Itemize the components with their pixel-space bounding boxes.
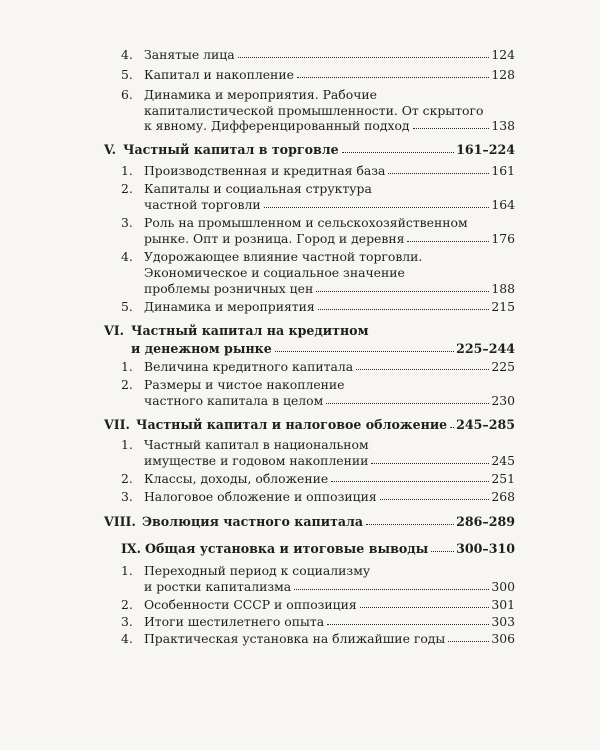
chapter-number: VI. [104, 323, 125, 338]
leader-dots [371, 462, 489, 464]
page-number: 176 [491, 231, 515, 246]
chapter-title-line: Частный капитал на кредитном [131, 323, 369, 338]
toc-entry[interactable] [121, 488, 515, 505]
entry-title: Динамика и мероприятия [144, 299, 315, 314]
chapter-entry[interactable] [131, 340, 515, 357]
entry-number: 4. [121, 249, 133, 264]
entry-title: и ростки капитализма [144, 579, 292, 594]
leader-dots [297, 76, 489, 78]
page-number: 245 [491, 453, 515, 468]
chapter-title: и денежном рынке [131, 341, 272, 356]
page-number: 128 [491, 67, 515, 82]
chapter-entry[interactable] [121, 540, 515, 557]
entry-title: проблемы розничных цен [144, 281, 314, 296]
chapter-number: V. [104, 142, 116, 157]
page-range: 161–224 [456, 142, 515, 157]
entry-title: Особенности СССР и оппозиция [144, 597, 357, 612]
entry-number: 3. [121, 489, 133, 504]
leader-dots [356, 368, 489, 370]
leader-dots [264, 206, 490, 208]
chapter-entry[interactable] [104, 513, 515, 530]
entry-title-line: Частный капитал в национальном [144, 437, 369, 452]
entry-title-line: Переходный период к социализму [144, 563, 371, 578]
chapter-entry[interactable] [104, 416, 515, 433]
entry-title: рынке. Опт и розница. Город и деревня [144, 231, 405, 246]
toc-entry[interactable] [144, 392, 515, 409]
page-number: 230 [491, 393, 515, 408]
page-number: 306 [491, 631, 515, 646]
chapter-number: VIII. [104, 514, 136, 529]
leader-dots [413, 127, 490, 129]
toc-entry[interactable] [121, 298, 515, 315]
toc-entry[interactable] [121, 358, 515, 375]
leader-dots [318, 308, 490, 310]
entry-title-line: капиталистической промышленности. От скрытого [144, 103, 484, 118]
entry-title: к явному. Дифференцированный подход [144, 118, 410, 133]
entry-title: Капитал и накопление [144, 67, 294, 82]
leader-dots [448, 640, 489, 642]
entry-number: 2. [121, 471, 133, 486]
page-number: 138 [491, 118, 515, 133]
toc-entry[interactable] [144, 117, 515, 134]
entry-number: 3. [121, 614, 133, 629]
leader-dots [360, 606, 490, 608]
page-number: 268 [491, 489, 515, 504]
toc-entry[interactable] [144, 280, 515, 297]
toc-entry[interactable] [144, 578, 515, 595]
chapter-title: Общая установка и итоговые выводы [145, 541, 429, 556]
leader-dots [275, 350, 454, 352]
page-number: 301 [491, 597, 515, 612]
entry-title-line: Размеры и чистое накопление [144, 377, 345, 392]
leader-dots [316, 290, 489, 292]
entry-number: 5. [121, 67, 133, 82]
entry-title: Практическая установка на ближайшие годы [144, 631, 446, 646]
entry-title-line: Динамика и мероприятия. Рабочие [144, 87, 378, 102]
page-number: 188 [491, 281, 515, 296]
chapter-title: Частный капитал и налоговое обложение [136, 417, 448, 432]
page-range: 300–310 [456, 541, 515, 556]
entry-number: 4. [121, 47, 133, 62]
page-range: 245–285 [456, 417, 515, 432]
leader-dots [294, 588, 489, 590]
page-range: 286–289 [456, 514, 515, 529]
entry-number: 3. [121, 215, 133, 230]
page-number: 215 [491, 299, 515, 314]
entry-title: частной торговли [144, 197, 261, 212]
entry-title: частного капитала в целом [144, 393, 324, 408]
entry-title: Занятые лица [144, 47, 235, 62]
entry-title-line: Экономическое и социальное значение [144, 265, 405, 280]
leader-dots [366, 523, 454, 525]
entry-number: 2. [121, 181, 133, 196]
entry-number: 4. [121, 631, 133, 646]
leader-dots [431, 550, 454, 552]
chapter-number: IX. [121, 541, 142, 556]
entry-number: 5. [121, 299, 133, 314]
entry-title: Итоги шестилетнего опыта [144, 614, 325, 629]
leader-dots [380, 498, 490, 500]
entry-number: 2. [121, 597, 133, 612]
entry-number: 6. [121, 87, 133, 102]
toc-entry[interactable] [121, 470, 515, 487]
leader-dots [407, 240, 489, 242]
leader-dots [238, 56, 490, 58]
chapter-entry[interactable] [104, 141, 515, 158]
entry-title: Производственная и кредитная база [144, 163, 386, 178]
chapter-number: VII. [104, 417, 130, 432]
toc-entry[interactable] [144, 230, 515, 247]
entry-number: 1. [121, 163, 133, 178]
page-number: 161 [491, 163, 515, 178]
entry-title: Налоговое обложение и оппозиция [144, 489, 377, 504]
leader-dots [450, 426, 454, 428]
page-number: 124 [491, 47, 515, 62]
page-number: 303 [491, 614, 515, 629]
chapter-title: Эволюция частного капитала [142, 514, 364, 529]
leader-dots [327, 623, 489, 625]
page-number: 225 [491, 359, 515, 374]
leader-dots [388, 172, 489, 174]
leader-dots [331, 480, 489, 482]
toc-entry[interactable] [121, 46, 515, 63]
page-range: 225–244 [456, 341, 515, 356]
toc-entry[interactable] [121, 613, 515, 630]
toc-entry[interactable] [121, 66, 515, 83]
entry-title-line: Капиталы и социальная структура [144, 181, 372, 196]
entry-title: имуществе и годовом накоплении [144, 453, 369, 468]
toc-entry[interactable] [144, 452, 515, 469]
chapter-title: Частный капитал в торговле [123, 142, 339, 157]
toc-entry[interactable] [121, 596, 515, 613]
entry-title: Величина кредитного капитала [144, 359, 354, 374]
entry-number: 1. [121, 437, 133, 452]
entry-number: 1. [121, 563, 133, 578]
leader-dots [326, 402, 489, 404]
toc-entry[interactable] [144, 196, 515, 213]
entry-number: 2. [121, 377, 133, 392]
entry-title: Классы, доходы, обложение [144, 471, 329, 486]
entry-number: 1. [121, 359, 133, 374]
page-number: 164 [491, 197, 515, 212]
entry-title-line: Роль на промышленном и сельскохозяйственном [144, 215, 468, 230]
leader-dots [342, 151, 454, 153]
page-number: 300 [491, 579, 515, 594]
toc-entry[interactable] [121, 162, 515, 179]
toc-entry[interactable] [121, 630, 515, 647]
page-number: 251 [491, 471, 515, 486]
entry-title-line: Удорожающее влияние частной торговли. [144, 249, 423, 264]
